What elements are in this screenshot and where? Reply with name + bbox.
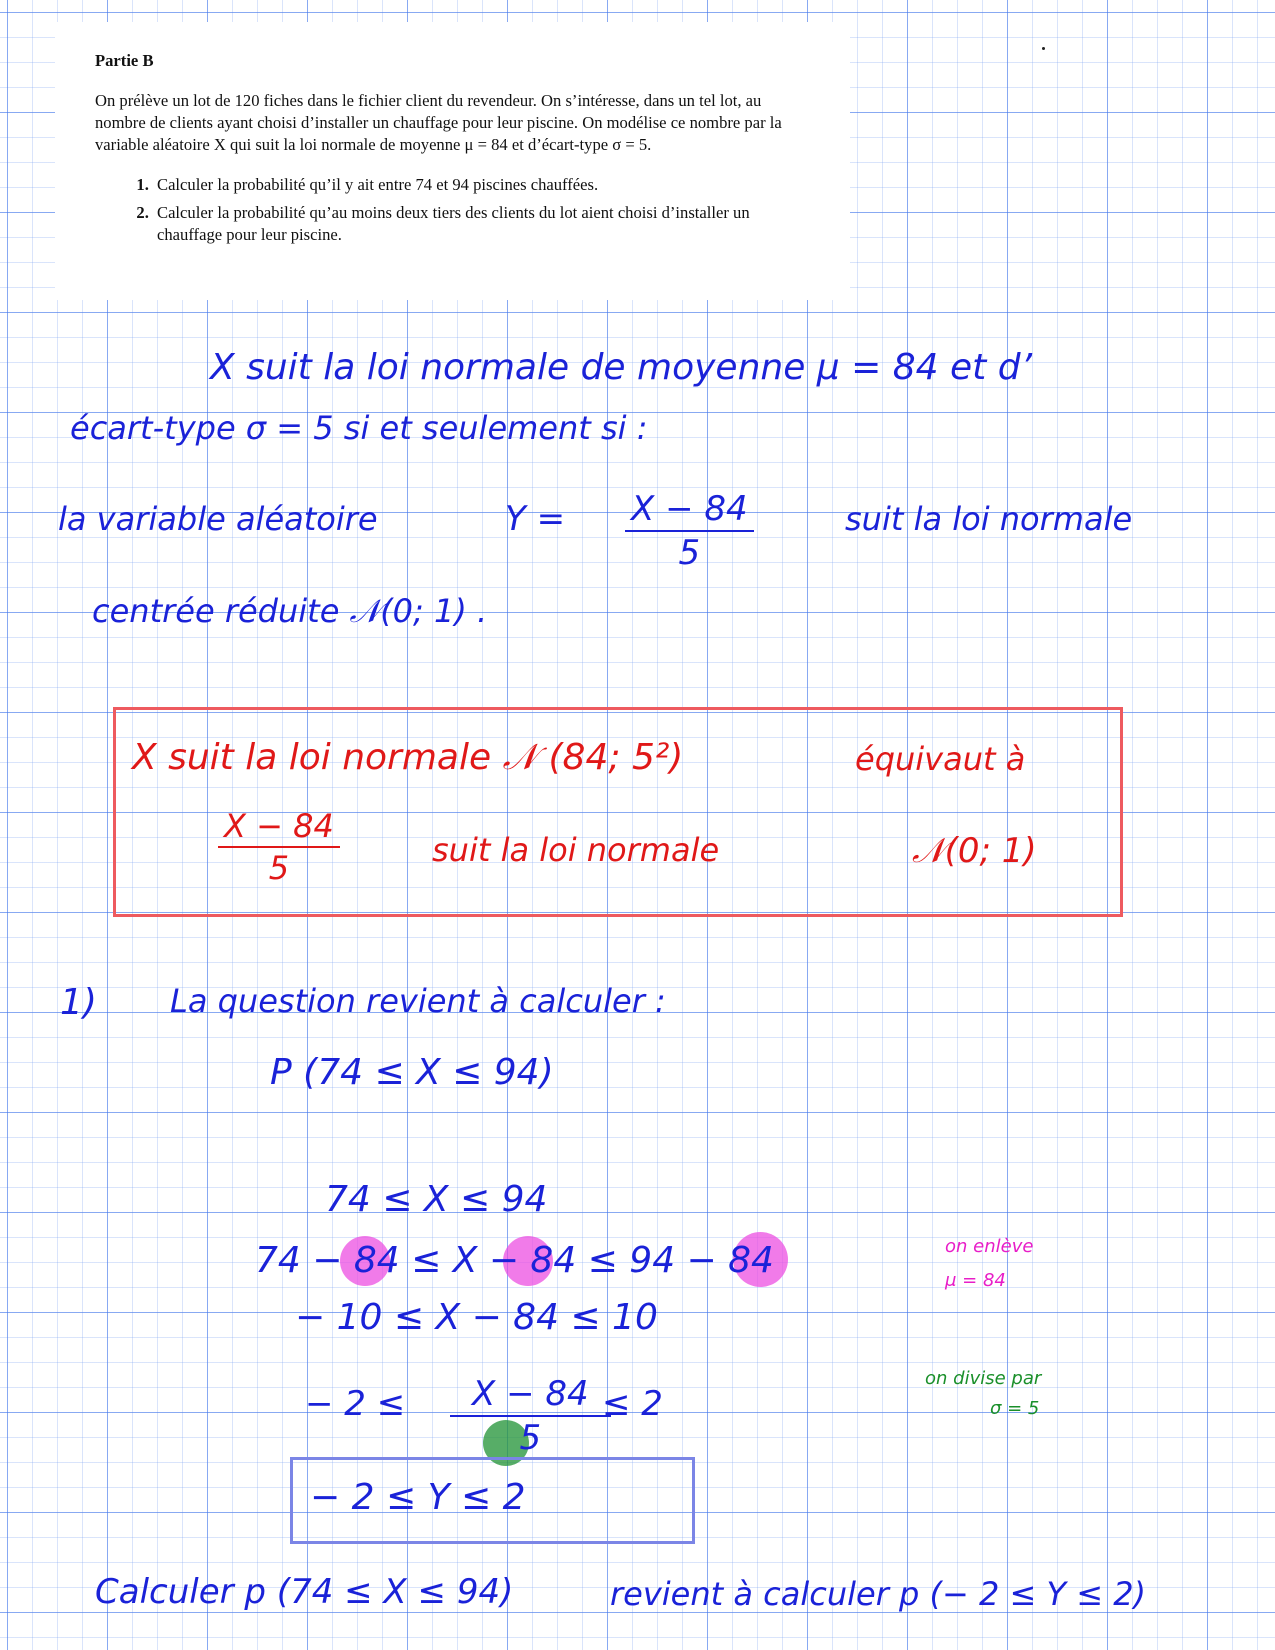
box-frac-num: X − 84 <box>218 810 340 848</box>
stray-dot <box>1042 47 1045 50</box>
box-line1-b: équivaut à <box>855 740 1026 778</box>
side-note-1-line1: on enlève <box>945 1236 1034 1257</box>
note-intro-line1: X suit la loi normale de moyenne μ = 84 et d’ <box>210 347 1033 388</box>
step-4-num: X − 84 <box>450 1377 611 1417</box>
question-1: 1. Calculer la probabilité qu’il y ait entre 74 et 94 piscines chauffées. <box>153 174 810 196</box>
step-3: − 10 ≤ X − 84 ≤ 10 <box>295 1297 658 1338</box>
step-2: 74 − 84 ≤ X − 84 ≤ 94 − 84 <box>255 1240 774 1281</box>
question-2: 2. Calculer la probabilité qu’au moins deux tiers des clients du lot aient choisi d’installer un chauffage pour leur piscine. <box>153 202 810 246</box>
step-4-fraction <box>450 1374 611 1458</box>
step-4-left: − 2 ≤ <box>305 1384 406 1424</box>
box-line1-a: X suit la loi normale 𝒩 (84; 5²) <box>132 737 684 778</box>
box-line2-b: 𝒩(0; 1) <box>912 831 1037 871</box>
side-note-2-line2: σ = 5 <box>990 1398 1040 1419</box>
conclusion-b: revient à calculer p (− 2 ≤ Y ≤ 2) <box>610 1575 1147 1613</box>
step-4-right: ≤ 2 <box>602 1384 663 1424</box>
exercise-paragraph: On prélève un lot de 120 fiches dans le fichier client du revendeur. On s’intéresse, dans un tel lot, au nombre de clients ayant choisi d’installer un chauffage pour leur piscine. On modélise ce nombre par la variable aléatoire X qui suit la loi normale de moyenne μ = 84 et d’écart-type σ = 5. <box>95 91 782 154</box>
question-list <box>95 174 810 246</box>
q1-number: 1) <box>60 982 97 1023</box>
box-fraction <box>218 807 340 887</box>
note-var-frac-num: X − 84 <box>625 492 754 532</box>
box-frac-den: 5 <box>268 849 290 887</box>
q1-intro: La question revient à calculer : <box>170 982 666 1020</box>
side-note-1-line2: μ = 84 <box>945 1270 1006 1291</box>
q1-probability: P (74 ≤ X ≤ 94) <box>270 1052 554 1093</box>
note-intro-line2: écart-type σ = 5 si et seulement si : <box>70 409 648 447</box>
conclusion-a: Calculer p (74 ≤ X ≤ 94) <box>95 1572 514 1612</box>
note-centered-line: centrée réduite 𝒩(0; 1) . <box>92 592 488 630</box>
note-var-frac-den: 5 <box>678 533 701 573</box>
side-note-2-line1: on divise par <box>925 1368 1042 1389</box>
step-4-den: 5 <box>519 1418 542 1458</box>
step-1: 74 ≤ X ≤ 94 <box>325 1179 548 1220</box>
step-5: − 2 ≤ Y ≤ 2 <box>310 1477 526 1518</box>
note-var-fraction <box>625 489 754 573</box>
note-var-suffix: suit la loi normale <box>845 500 1133 538</box>
note-var-prefix: la variable aléatoire <box>58 500 378 538</box>
exercise-statement <box>55 22 850 300</box>
box-line2-a: suit la loi normale <box>432 831 720 869</box>
exercise-title: Partie B <box>95 51 154 70</box>
note-var-y: Y = <box>505 499 566 539</box>
